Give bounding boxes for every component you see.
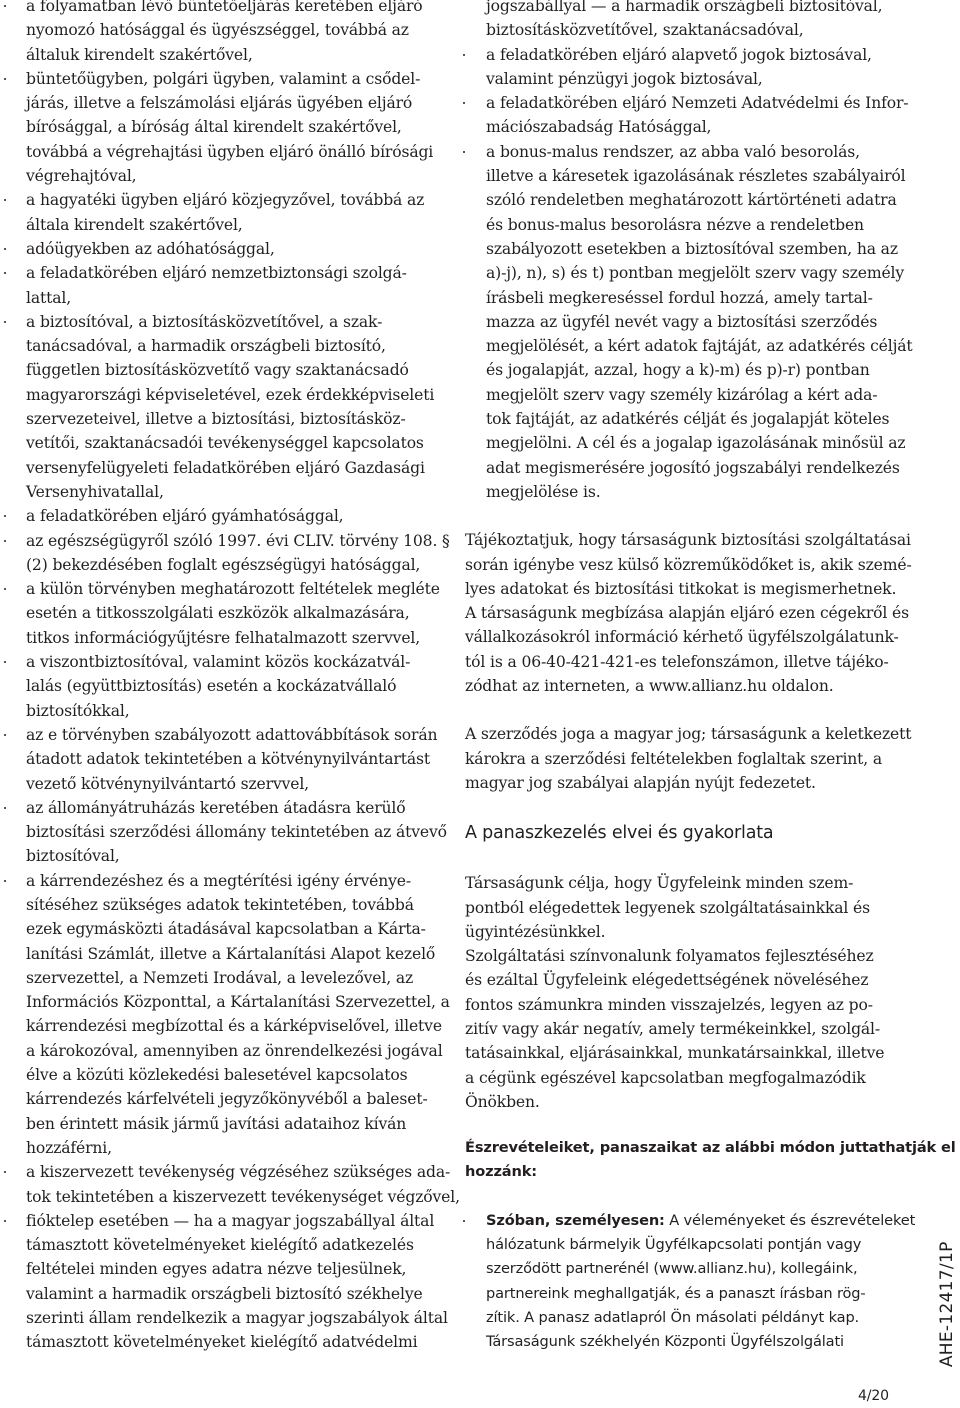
governing-law-paragraph — [448, 722, 918, 795]
complaint-channel-list — [448, 1209, 918, 1355]
list-item-line: az állományátruházás keretében átadásra kerülő — [26, 798, 406, 817]
document-code: AHE-12417/1P — [936, 1241, 957, 1368]
list-item-line: biztosítókkal, — [26, 701, 130, 720]
list-continuation — [448, 0, 918, 43]
text-line: A szerződés joga a magyar jog; társaságunk a keletkezett — [465, 725, 912, 744]
list-item-line: titkos információgyűjtésre felhatalmazott szervvel, — [26, 628, 421, 647]
list-item-line: megjelölni. A cél és a jogalap igazolásának minősül az — [486, 434, 906, 453]
bullet-dot — [4, 321, 6, 323]
text-line: Tájékoztatjuk, hogy társaságunk biztosítási szolgáltatásai — [465, 531, 911, 550]
list-item-line: megjelölését, a kért adatok fajtáját, az adatkérés célját — [486, 337, 913, 356]
bullet-dot — [4, 5, 6, 7]
bullet-dot — [4, 515, 6, 517]
list-item-line: versenyfelügyeleti feladatkörében eljáró Gazdasági — [26, 458, 425, 477]
left-column — [0, 0, 460, 1355]
list-item-line: támasztott követelményeket kielégítő adatkezelés — [26, 1236, 414, 1255]
text-line: fontos számunkra minden visszajelzés, legyen az po- — [465, 995, 873, 1014]
text-line: zódhat az interneten, a www.allianz.hu oldalon. — [465, 677, 834, 696]
list-item-line: adat megismerésére jogosító jogszabályi rendelkezés — [486, 458, 900, 477]
list-item-line: a biztosítóval, a biztosításközvetítővel, a szak- — [26, 312, 383, 331]
list-item-line: általuk kirendelt szakértővel, — [26, 45, 253, 64]
list-item — [0, 1160, 460, 1209]
list-item-line: valamint pénzügyi jogok biztosával, — [486, 69, 763, 88]
list-item-line: valamint a harmadik országbeli biztosító székhelye — [26, 1284, 423, 1303]
text-line: során igénybe vesz külső közreműködőket is, akik szemé- — [465, 555, 912, 574]
list-item-line: illetve a káresetek igazolásának részletes szabályairól — [486, 167, 906, 186]
list-item-line: szóló rendeletben meghatározott kártörténeti adatra — [486, 191, 897, 210]
list-item-line: általa kirendelt szakértővel, — [26, 215, 243, 234]
text-line: a cégünk egészével kapcsolatban megfogalmazódik — [465, 1068, 866, 1087]
list-item-line: a feladatkörében eljáró Nemzeti Adatvédelmi és Infor- — [486, 94, 909, 113]
list-item — [448, 43, 918, 92]
text-line: tatásainkkal, eljárásainkkal, munkatársainkkal, illetve — [465, 1044, 885, 1063]
bullet-dot — [4, 734, 6, 736]
list-item — [0, 529, 448, 578]
list-item-line: átadott adatok tekintetében a kötvénynyilvántartást — [26, 750, 430, 769]
list-item — [0, 310, 448, 504]
bullet-dot — [4, 588, 6, 590]
list-item-line: hozzáférni, — [26, 1138, 112, 1157]
bullet-dot — [4, 661, 6, 663]
list-item-line: Információs Központtal, a Kártalanítási Szervezettel, a — [26, 993, 450, 1012]
channel-label: Szóban, személyesen: — [486, 1211, 665, 1229]
list-item-line: szabályozott esetekben a biztosítóval szemben, ha az — [486, 239, 898, 258]
recipient-list — [0, 0, 460, 1355]
text-line: hálózatunk bármelyik Ügyfélkapcsolati pontján vagy — [486, 1236, 862, 1254]
list-item-line: a bonus-malus rendszer, az abba való besorolás, — [486, 142, 860, 161]
text-line: biztosításközvetítővel, szaktanácsadóval, — [486, 21, 804, 40]
list-item — [0, 1209, 448, 1355]
list-item-line: és bonus-malus besorolásra nézve a rendeletben — [486, 215, 864, 234]
list-item-line: tok fajtáját, az adatkérés célját és jogalapját köteles — [486, 410, 890, 429]
list-item-line: bírósággal, a bíróság által kirendelt szakértővel, — [26, 118, 402, 137]
list-item-line: a)-j), n), s) és t) pontban megjelölt szerv vagy személy — [486, 264, 905, 283]
recipient-list-continued — [448, 43, 918, 505]
list-item — [0, 869, 448, 1161]
text-line: lyes adatokat és biztosítási titkokat is megismerhetnek. — [465, 579, 897, 598]
list-item-line: esetén a titkosszolgálati eszközök alkalmazására, — [26, 604, 410, 623]
list-item-line: ezek egymásközti átadásával kapcsolatban a Kárta- — [26, 920, 426, 939]
bullet-dot — [4, 880, 6, 882]
list-item-line: fióktelep esetében — ha a magyar jogszabállyal által — [26, 1211, 435, 1230]
list-item-line: Versenyhivatallal, — [26, 482, 164, 501]
bullet-dot — [463, 151, 465, 153]
bullet-dot — [4, 272, 6, 274]
list-item-line: lanítási Számlát, illetve a Kártalanítási Alapot kezelő — [26, 944, 436, 963]
section-heading: A panaszkezelés elvei és gyakorlata — [465, 823, 774, 844]
list-item — [0, 796, 448, 869]
list-item-line: a viszontbiztosítóval, valamint közös kockázatvál- — [26, 653, 411, 672]
list-item-line: vezető kötvénynyilvántartó szervvel, — [26, 774, 309, 793]
list-item-line: tok tekintetében a kiszervezett tevékenységet végzővel, — [26, 1187, 460, 1206]
list-item-line: adóügyekben az adóhatósággal, — [26, 239, 275, 258]
bullet-dot — [4, 540, 6, 542]
complaint-intro-paragraph — [448, 871, 918, 1114]
text-line: vállalkozásokról információ kérhető ügyfélszolgálatunk- — [465, 628, 899, 647]
list-item-line: kárrendezés kárfelvételi jegyzőkönyvéből a baleset- — [26, 1090, 428, 1109]
list-item-line: járás, illetve a felszámolási eljárás ügyében eljáró — [26, 94, 413, 113]
text-line: partnereink meghallgatják, és a panaszt írásban rög- — [486, 1284, 866, 1302]
list-item — [0, 237, 448, 261]
list-item-line: magyarországi képviseletével, ezek érdekképviseleti — [26, 385, 435, 404]
list-item-line: a külön törvényben meghatározott feltételek megléte — [26, 580, 440, 599]
list-item-line: a kárrendezéshez és a megtérítési igény érvénye- — [26, 871, 411, 890]
list-item-line: sítéséhez szükséges adatok tekintetében, továbbá — [26, 895, 414, 914]
list-item-line: a károkozóval, amennyiben az önrendelkezési jogával — [26, 1041, 443, 1060]
bullet-dot — [463, 102, 465, 104]
text-line: A társaságunk megbízása alapján eljáró ezen cégekről és — [465, 604, 909, 623]
list-item — [448, 1209, 918, 1355]
list-item-line: a hagyatéki ügyben eljáró közjegyzővel, továbbá az — [26, 191, 425, 210]
list-item-line: szervezeteivel, illetve a biztosítási, biztosításköz- — [26, 410, 406, 429]
text-line: és ezáltal Ügyfeleink elégedettségének növeléséhez — [465, 971, 869, 990]
list-item-line: a feladatkörében eljáró alapvető jogok biztosával, — [486, 45, 872, 64]
text-line: magyar jog szabályai alapján nyújt fedezetet. — [465, 773, 816, 792]
list-item-line: az egészségügyről szóló 1997. évi CLIV. törvény 108. § — [26, 531, 450, 550]
text-line: pontból elégedettek legyenek szolgáltatásainkkal és — [465, 898, 870, 917]
list-item-line: továbbá a végrehajtási ügyben eljáró önálló bírósági — [26, 142, 434, 161]
list-item-line: a feladatkörében eljáró nemzetbiztonsági szolgá- — [26, 264, 407, 283]
list-item-line: támasztott követelményeket kielégítő adatvédelmi — [26, 1333, 418, 1352]
list-item — [0, 650, 448, 723]
text-line: Társaságunk székhelyén Központi Ügyfélszolgálati — [486, 1333, 844, 1351]
list-item — [0, 577, 448, 650]
bullet-dot — [4, 248, 6, 250]
list-item — [0, 723, 448, 796]
text-line: Társaságunk célja, hogy Ügyfeleink minden szem- — [465, 874, 854, 893]
list-item-line: végrehajtóval, — [26, 167, 137, 186]
text-line: szerződött partnerénél (www.allianz.hu), kollegáink, — [486, 1260, 858, 1278]
bullet-dot — [463, 54, 465, 56]
text-line: zitív vagy akár negatív, amely termékeinkkel, szolgál- — [465, 1019, 881, 1038]
list-item-line: a folyamatban lévő büntetőeljárás keretében eljáró — [26, 0, 423, 15]
list-item-line: büntetőügyben, polgári ügyben, valamint a csődel- — [26, 69, 421, 88]
text-line: hozzánk: — [465, 1163, 537, 1181]
list-item-line: vetítői, szaktanácsadói tevékenységgel kapcsolatos — [26, 434, 424, 453]
list-item-line: írásbeli megkereséssel fordul hozzá, amely tartal- — [486, 288, 873, 307]
list-item-line: mációszabadság Hatósággal, — [486, 118, 712, 137]
list-item-line: megjelölt szerv vagy személy kizárólag a kért ada- — [486, 385, 878, 404]
list-item-line: kárrendezési megbízottal és a kárképviselővel, illetve — [26, 1017, 442, 1036]
list-item-line: megjelölése is. — [486, 482, 601, 501]
text-line: jogszabállyal — a harmadik országbeli biztosítóval, — [486, 0, 883, 15]
list-item-line: (2) bekezdésében foglalt egészségügyi hatósággal, — [26, 555, 421, 574]
list-item-line: biztosítási szerződési állomány tekintetében az átvevő — [26, 823, 447, 842]
bullet-dot — [4, 1171, 6, 1173]
list-item-line: élve a közúti közlekedési balesetével kapcsolatos — [26, 1066, 408, 1085]
text-line: zítik. A panasz adatlapról Ön másolati példányt kap. — [486, 1308, 860, 1326]
list-item-line: független biztosításközvetítő vagy szaktanácsadó — [26, 361, 409, 380]
complaint-channels-heading — [448, 1136, 956, 1185]
list-item-line: szervezettel, a Nemzeti Irodával, a levelezővel, az — [26, 968, 414, 987]
list-item-line: feltételei minden egyes adatra nézve teljesülnek, — [26, 1260, 407, 1279]
list-item-line: szerinti állam rendelkezik a magyar jogszabályok által — [26, 1309, 448, 1328]
subcontractor-info-paragraph — [448, 528, 918, 698]
list-item — [448, 91, 918, 140]
list-item-line: mazza az ügyfél nevét vagy a biztosítási szerződés — [486, 312, 878, 331]
text-line: ügyintézésünkkel. — [465, 922, 606, 941]
text-line: Észrevételeiket, panaszaikat az alábbi módon juttathatják el — [465, 1139, 956, 1157]
list-item-line: a kiszervezett tevékenység végzéséhez szükséges ada- — [26, 1163, 451, 1182]
text-line: tól is a 06-40-421-421-es telefonszámon, illetve tájéko- — [465, 652, 889, 671]
page-number: 4/20 — [858, 1388, 889, 1404]
text-line: Szolgáltatási színvonalunk folyamatos fejlesztéséhez — [465, 947, 874, 966]
list-item-line: tanácsadóval, a harmadik országbeli biztosító, — [26, 337, 386, 356]
bullet-dot — [4, 199, 6, 201]
list-item — [0, 67, 448, 188]
list-item — [0, 504, 448, 528]
bullet-dot — [4, 1220, 6, 1222]
bullet-dot — [4, 78, 6, 80]
list-item — [0, 261, 448, 310]
channel-text: A véleményeket és észrevételeket — [664, 1211, 916, 1229]
list-item — [448, 140, 918, 504]
text-line: Önökben. — [465, 1092, 540, 1111]
text-line: károkra a szerződési feltételekben foglaltak szerint, a — [465, 749, 883, 768]
bullet-dot — [4, 807, 6, 809]
bullet-dot — [463, 1220, 465, 1222]
list-item-line: nyomozó hatósággal és ügyészséggel, továbbá az — [26, 21, 409, 40]
list-item-line: lalás (együttbiztosítás) esetén a kockázatvállaló — [26, 677, 397, 696]
list-item — [0, 188, 448, 237]
list-item-line: lattal, — [26, 288, 72, 307]
list-item-line: a feladatkörében eljáró gyámhatósággal, — [26, 507, 344, 526]
list-item-line: ben érintett másik jármű javítási adataihoz kíván — [26, 1114, 407, 1133]
list-item-line: biztosítóval, — [26, 847, 120, 866]
list-item — [0, 0, 448, 67]
list-item-line: és jogalapját, azzal, hogy a k)-m) és p)-r) pontban — [486, 361, 870, 380]
list-item-line: az e törvényben szabályozott adattovábbítások során — [26, 725, 438, 744]
